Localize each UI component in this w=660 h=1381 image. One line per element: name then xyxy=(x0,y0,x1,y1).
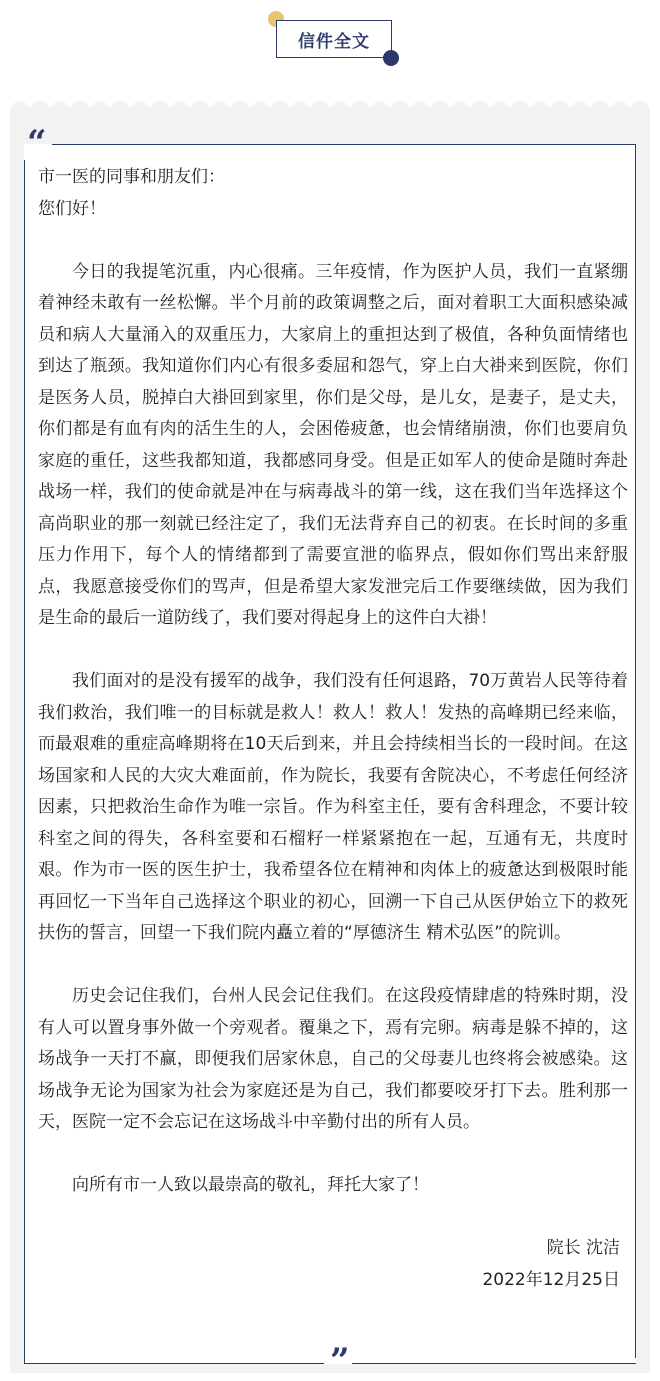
page-title: 信件全文 xyxy=(298,31,370,52)
letter-salutation: 市一医的同事和朋友们： xyxy=(38,167,225,187)
frame-border-right xyxy=(635,144,636,1358)
letter-date: 2022年12月25日 xyxy=(482,1269,620,1290)
letter-body xyxy=(38,162,628,1296)
frame-border-left xyxy=(24,160,25,1364)
letter-paragraph-3: 历史会记住我们，台州人民会记住我们。在这段疫情肆虐的特殊时期，没有人可以置身事外做一个旁观者。覆巢之下，焉有完卵。病毒是躲不掉的，这场战争一天打不赢，即便我们居家休息，自己的父母妻儿也终将会被感染。这场战争无论为国家为社会为家庭还是为自己，我们都要咬牙打下去。胜利那一天，医院一定不会忘记在这场战斗中辛勤付出的所有人员。 xyxy=(38,986,628,1132)
header-area xyxy=(0,0,660,80)
letter-paragraph-4: 向所有市一人致以最崇高的敬礼，拜托大家了！ xyxy=(72,1175,429,1195)
letter-signature: 院长 沈洁 xyxy=(546,1238,620,1258)
frame-border-top xyxy=(52,144,636,145)
frame-border-bottom-right xyxy=(352,1363,636,1364)
letter-paragraph-1: 今日的我提笔沉重，内心很痛。三年疫情，作为医护人员，我们一直紧绷着神经未敢有一丝松懈。半个月前的政策调整之后，面对着职工大面积感染减员和病人大量涌入的双重压力，大家肩上的重担达到了极值，各种负面情绪也到达了瓶颈。我知道你们内心有很多委屈和怨气，穿上白大褂来到医院，你们是医务人员，脱掉白大褂回到家里，你们是父母，是儿女，是妻子，是丈夫，你们都是有血有肉的活生生的人，会困倦疲惫，也会情绪崩溃，你们也要肩负家庭的重任，这些我都知道，我都感同身受。但是正如军人的使命是随时奔赴战场一样，我们的使命就是冲在与病毒战斗的第一线，这在我们当年选择这个高尚职业的那一刻就已经注定了，我们无法背弃自己的初衷。在长时间的多重压力作用下，每个人的情绪都到了需要宣泄的临界点，假如你们骂出来舒服点，我愿意接受你们的骂声，但是希望大家发泄完后工作要继续做，因为我们是生命的最后一道防线了，我们要对得起身上的这件白大褂！ xyxy=(38,261,628,628)
letter-greeting: 您们好！ xyxy=(38,198,106,219)
open-quote-icon: “ xyxy=(27,123,47,163)
navy-dot-decoration xyxy=(383,50,399,66)
close-quote-icon: ” xyxy=(330,1341,350,1381)
frame-border-bottom-left xyxy=(24,1363,324,1364)
title-badge xyxy=(276,20,392,58)
letter-paragraph-2: 我们面对的是没有援军的战争，我们没有任何退路，70万黄岩人民等待着我们救治，我们唯一的目标就是救人！救人！救人！发热的高峰期已经来临，而最艰难的重症高峰期将在10天后到来，并且会持续相当长的一段时间。在这场国家和人民的大灾大难面前，作为院长，我要有舍院决心，不考虑任何经济因素，只把救治生命作为唯一宗旨。作为科室主任，要有舍科理念，不要计较科室之间的得失，各科室要和石榴籽一样紧紧抱在一起，互通有无，共度时艰。作为市一医的医生护士，我希望各位在精神和肉体上的疲惫达到极限时能再回忆一下当年自己选择这个职业的初心，回溯一下自己从医伊始立下的救死扶伤的誓言，回望一下我们院内矗立着的“厚德济生 精术弘医”的院训。 xyxy=(38,671,628,943)
